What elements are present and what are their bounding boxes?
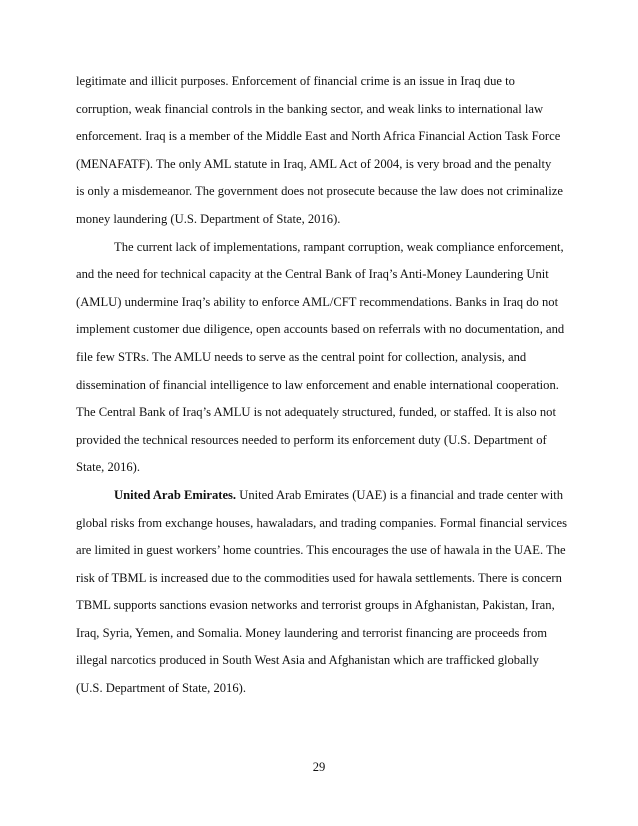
- paragraph-2-line-4: implement customer due diligence, open accounts based on referrals with no documentation, and: [76, 322, 565, 337]
- paragraph-3-line-5: TBML supports sanctions evasion networks and terrorist groups in Afghanistan, Pakistan, Iran,: [76, 598, 555, 613]
- paragraph-1-line-5: is only a misdemeanor. The government does not prosecute because the law does not criminalize: [76, 184, 563, 199]
- paragraph-3-line-7: illegal narcotics produced in South West Asia and Afghanistan which are trafficked globally: [76, 653, 539, 668]
- body-text: [76, 68, 572, 703]
- paragraph-2-line-1: The current lack of implementations, rampant corruption, weak compliance enforcement,: [114, 239, 564, 254]
- paragraph-1-line-1: legitimate and illicit purposes. Enforcement of financial crime is an issue in Iraq due to: [76, 74, 515, 88]
- page-number: 29: [312, 760, 326, 774]
- paragraph-3-line-1: [76, 482, 572, 510]
- paragraph-2-line-8: provided the technical resources needed to perform its enforcement duty (U.S. Department of: [76, 432, 547, 447]
- paragraph-2-line-7: The Central Bank of Iraq’s AMLU is not adequately structured, funded, or staffed. It is also not: [76, 405, 556, 420]
- paragraph-3-line-1-text: United Arab Emirates (UAE) is a financial and trade center with: [236, 487, 564, 502]
- paragraph-3-line-3: are limited in guest workers’ home countries. This encourages the use of hawala in the UAE. The: [76, 543, 566, 558]
- paragraph-1-line-6: money laundering (U.S. Department of State, 2016).: [76, 211, 341, 226]
- paragraph-1-line-2: corruption, weak financial controls in the banking sector, and weak links to international law: [76, 101, 544, 116]
- paragraph-2-line-6: dissemination of financial intelligence to law enforcement and enable international cooperation.: [76, 377, 559, 392]
- paragraph-2-line-5: file few STRs. The AMLU needs to serve as the central point for collection, analysis, and: [76, 349, 527, 364]
- paragraph-1-line-4: (MENAFATF). The only AML statute in Iraq, AML Act of 2004, is very broad and the penalty: [76, 156, 552, 171]
- paragraph-3-line-2: global risks from exchange houses, hawaladars, and trading companies. Formal financial services: [76, 515, 568, 530]
- paragraph-3-line-6: Iraq, Syria, Yemen, and Somalia. Money laundering and terrorist financing are proceeds from: [76, 625, 548, 640]
- section-heading-uae: United Arab Emirates.: [114, 487, 237, 502]
- paragraph-2-line-3: (AMLU) undermine Iraq’s ability to enforce AML/CFT recommendations. Banks in Iraq do not: [76, 294, 559, 309]
- paragraph-3-line-4: risk of TBML is increased due to the commodities used for hawala settlements. There is concern: [76, 570, 562, 585]
- paragraph-2-line-9: State, 2016).: [76, 460, 141, 475]
- paragraph-3-line-8: (U.S. Department of State, 2016).: [76, 681, 246, 696]
- paragraph-1-line-3: enforcement. Iraq is a member of the Middle East and North Africa Financial Action Task Force: [76, 129, 561, 144]
- paragraph-2-line-2: and the need for technical capacity at the Central Bank of Iraq’s Anti-Money Laundering Unit: [76, 267, 549, 282]
